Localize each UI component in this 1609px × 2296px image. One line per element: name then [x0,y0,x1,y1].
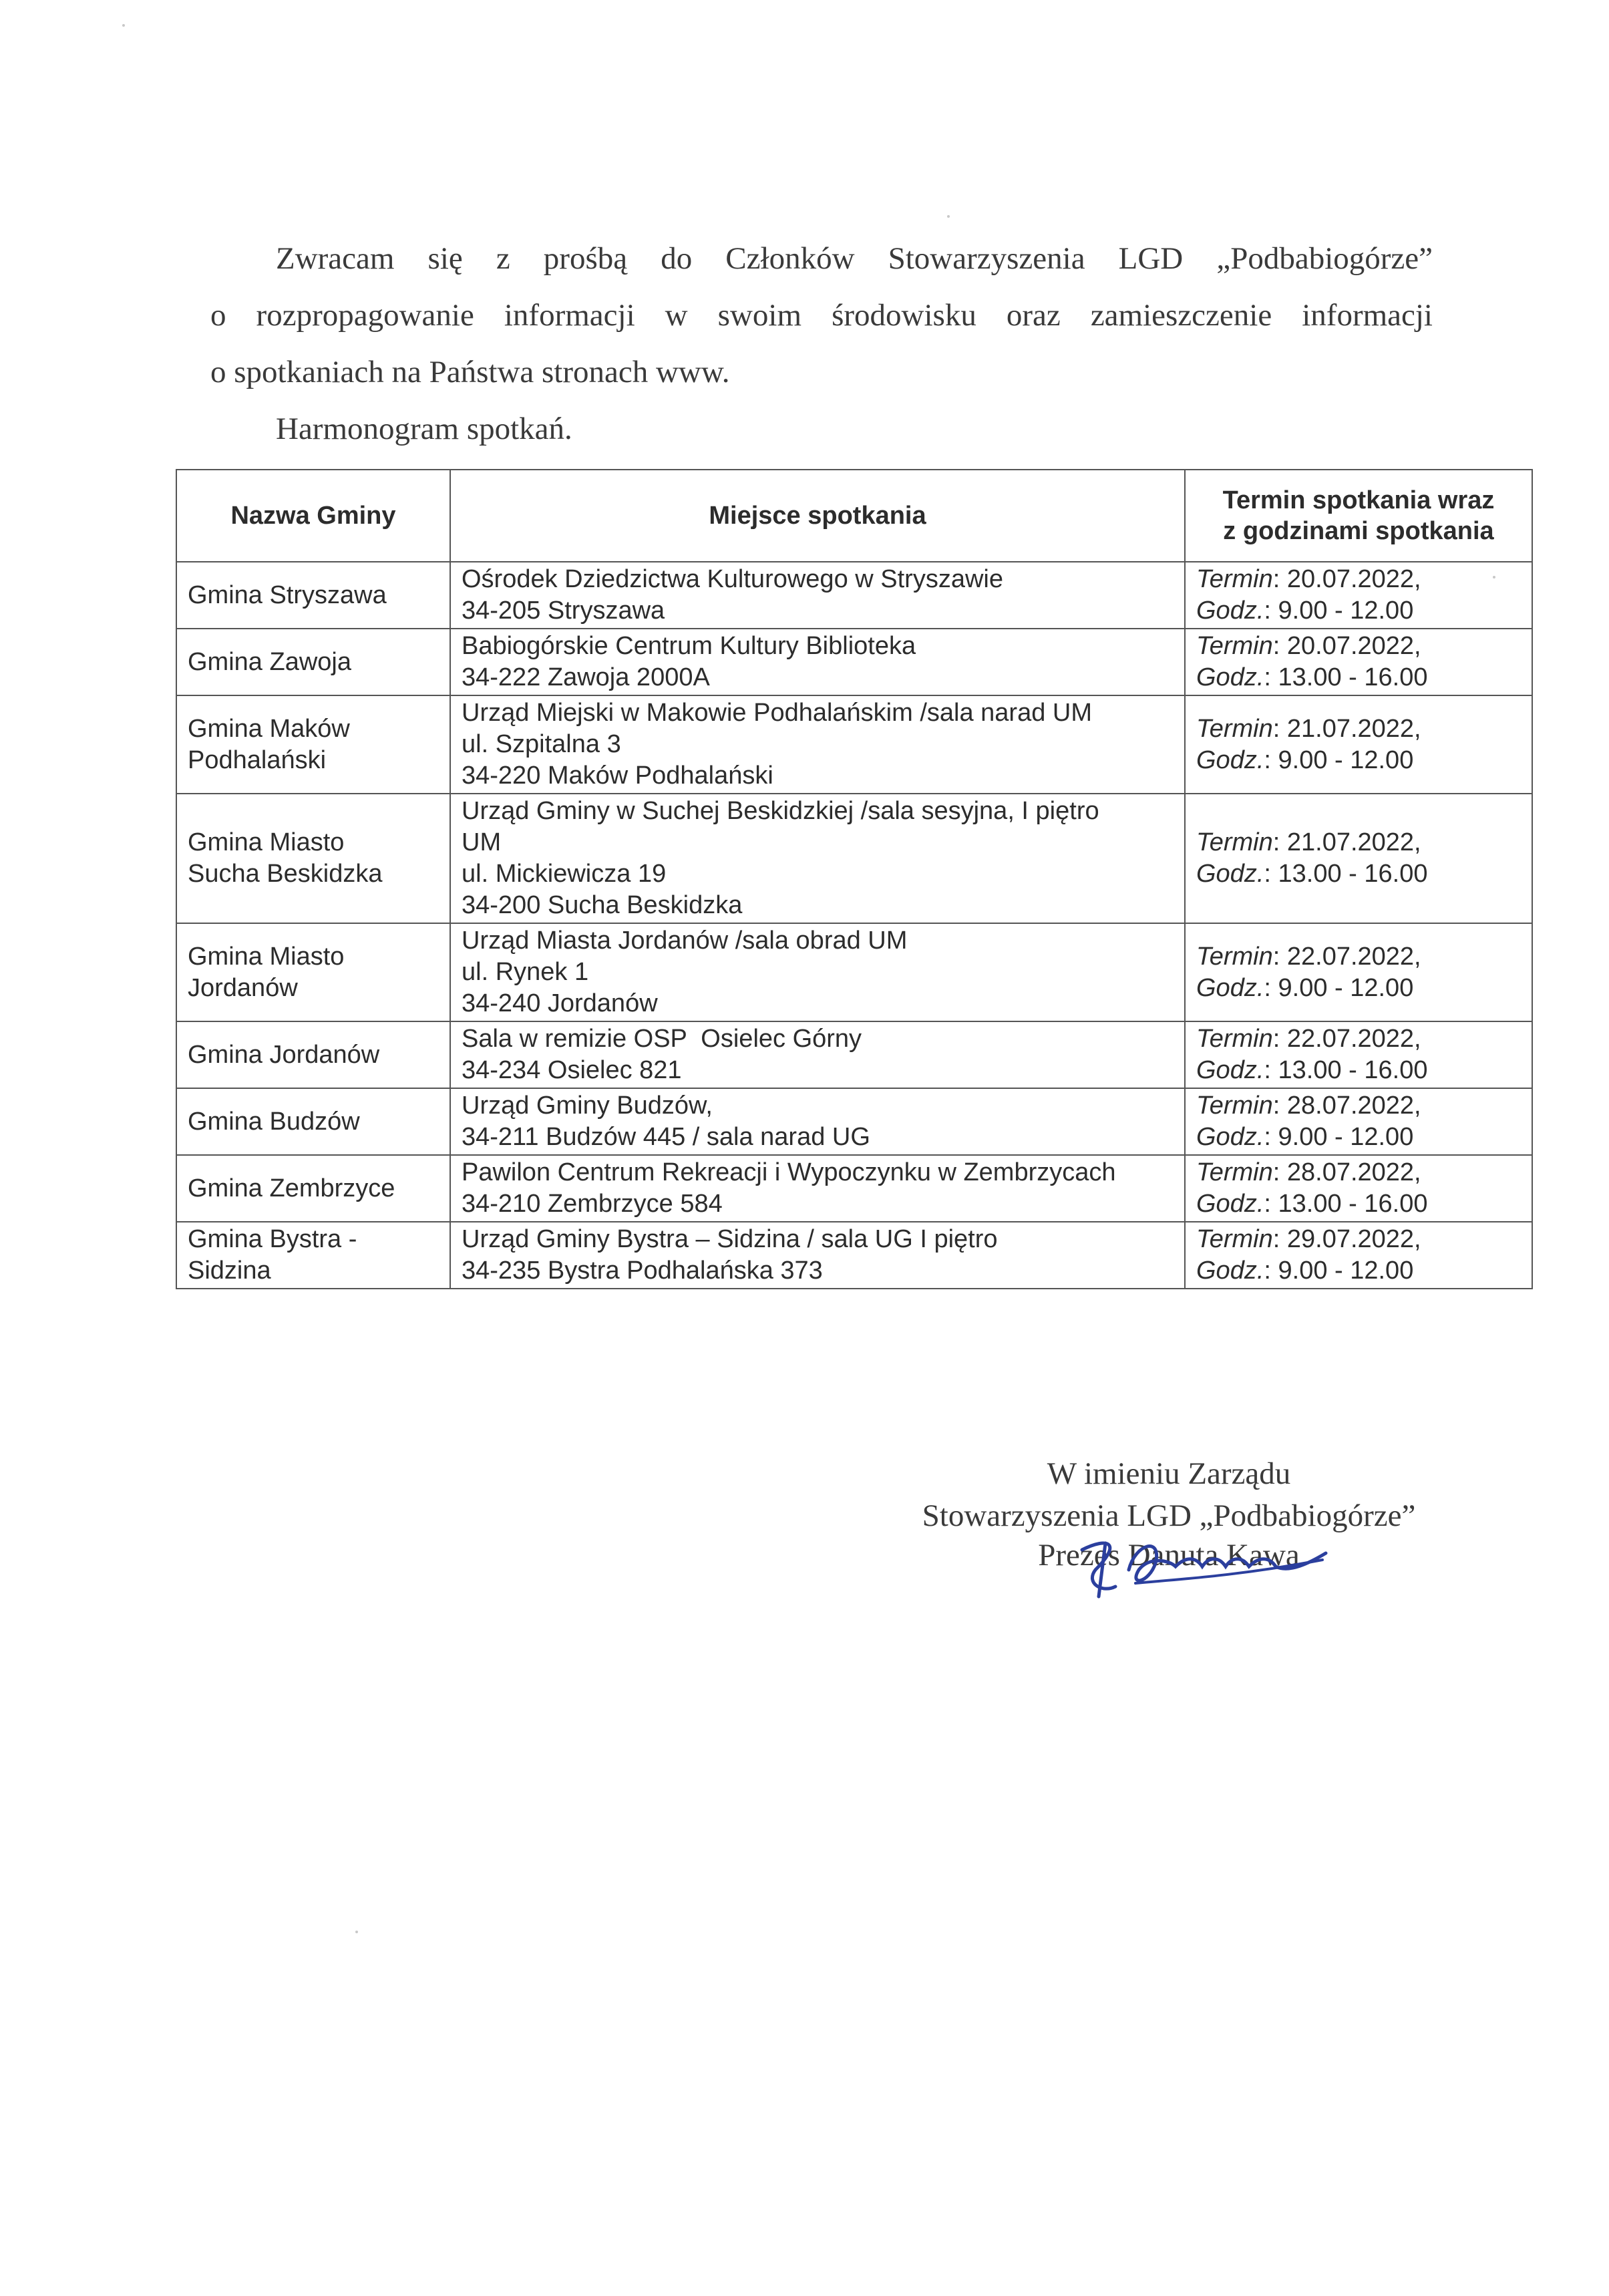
term-value: : 13.00 - 16.00 [1264,1056,1428,1084]
header-place: Miejsce spotkania [450,470,1185,562]
term-value: : 13.00 - 16.00 [1264,1190,1428,1218]
header-term-line: Termin spotkania wraz [1222,486,1495,514]
place-line: Ośrodek Dziedzictwa Kulturowego w Stryszawie [462,565,1003,593]
gmina-line: Podhalański [188,746,327,774]
cell-gmina [176,1222,450,1289]
place-line: 34-234 Osielec 821 [462,1056,682,1084]
term-label: Termin [1196,1225,1273,1253]
schedule-heading: Harmonogram spotkań. [276,412,572,446]
gmina-line: Sucha Beskidzka [188,860,383,888]
term-value: : 20.07.2022, [1272,565,1421,593]
meeting-schedule-table [176,469,1533,1289]
cell-gmina [176,923,450,1021]
cell-place [450,1222,1185,1289]
cell-place [450,629,1185,695]
cell-gmina [176,794,450,923]
handwritten-signature [1069,1530,1336,1603]
cell-term [1185,1222,1532,1289]
table-row [176,794,1532,923]
term-label: Termin [1196,1025,1273,1053]
term-line [1196,1090,1521,1122]
place-line: Pawilon Centrum Rekreacji i Wypoczynku w Zembrzycach [462,1158,1116,1186]
gmina-line: Gmina Budzów [188,1107,360,1136]
term-value: : 9.00 - 12.00 [1264,1123,1414,1151]
cell-term [1185,1021,1532,1088]
term-value: : 22.07.2022, [1272,1025,1421,1053]
term-label: Termin [1196,565,1273,593]
table-row [176,629,1532,695]
header-term [1185,470,1532,562]
term-line [1196,1157,1521,1188]
term-label: Termin [1196,714,1273,743]
letter-body [210,230,1433,458]
term-line [1196,564,1521,595]
cell-gmina [176,1088,450,1155]
term-value: : 9.00 - 12.00 [1264,746,1414,774]
cell-term [1185,1155,1532,1222]
gmina-line: Gmina Bystra - [188,1225,357,1253]
signature-line: Stowarzyszenia LGD „Podbabiogórze” [922,1498,1416,1533]
signature-line: Prezes Danuta Kawa [1038,1538,1300,1573]
cell-term [1185,923,1532,1021]
table-row [176,562,1532,629]
table-row [176,1222,1532,1289]
place-line: Urząd Gminy Bystra – Sidzina / sala UG I piętro [462,1225,998,1253]
table-row [176,695,1532,794]
term-value: : 21.07.2022, [1272,714,1421,743]
term-line [1196,1055,1521,1086]
gmina-line: Gmina Zembrzyce [188,1174,395,1202]
gmina-line: Jordanów [188,973,298,1002]
term-line [1196,858,1521,890]
paragraph-line: Zwracam się z prośbą do Członków Stowarzyszenia LGD „Podbabiogórze” [276,241,1433,276]
term-label: Godz. [1196,746,1264,774]
term-line [1196,941,1521,973]
paragraph-line: o rozpropagowanie informacji w swoim środowisku oraz zamieszczenie informacji [210,298,1433,333]
paragraph-line: o spotkaniach na Państwa stronach www. [210,355,730,389]
table-row [176,1155,1532,1222]
gmina-line: Gmina Miasto [188,942,345,971]
signature-stroke [1082,1543,1115,1597]
term-label: Godz. [1196,973,1264,1002]
term-value: : 22.07.2022, [1272,942,1421,971]
term-value: : 9.00 - 12.00 [1264,597,1414,625]
cell-gmina [176,1021,450,1088]
term-value: : 21.07.2022, [1272,828,1421,856]
cell-place [450,1021,1185,1088]
cell-place [450,923,1185,1021]
term-label: Godz. [1196,1190,1264,1218]
term-label: Godz. [1196,663,1264,691]
scan-speck [122,24,125,27]
gmina-line: Gmina Maków [188,714,350,743]
place-line: 34-205 Stryszawa [462,597,665,625]
cell-gmina [176,562,450,629]
term-label: Godz. [1196,1056,1264,1084]
cell-place [450,1088,1185,1155]
scan-speck [355,1931,358,1933]
term-line [1196,1188,1521,1220]
term-value: : 20.07.2022, [1272,632,1421,660]
place-line: 34-222 Zawoja 2000A [462,663,710,691]
term-line [1196,595,1521,627]
gmina-line: Gmina Zawoja [188,647,351,676]
term-line [1196,662,1521,693]
place-line: 34-220 Maków Podhalański [462,762,773,790]
place-line: Babiogórskie Centrum Kultury Biblioteka [462,632,916,660]
term-label: Termin [1196,828,1273,856]
term-line [1196,631,1521,662]
cell-gmina [176,1155,450,1222]
table-row [176,923,1532,1021]
place-line: ul. Szpitalna 3 [462,730,621,758]
cell-gmina [176,629,450,695]
cell-term [1185,1088,1532,1155]
term-line [1196,1224,1521,1255]
place-line: UM [462,828,502,856]
cell-term [1185,629,1532,695]
place-line: Urząd Gminy Budzów, [462,1092,713,1120]
cell-place [450,562,1185,629]
term-label: Termin [1196,1158,1273,1186]
place-line: ul. Rynek 1 [462,958,589,986]
place-line: 34-235 Bystra Podhalańska 373 [462,1257,823,1285]
cell-place [450,794,1185,923]
cell-place [450,1155,1185,1222]
term-value: : 13.00 - 16.00 [1264,860,1428,888]
term-label: Termin [1196,942,1273,971]
term-line [1196,827,1521,858]
place-line: 34-200 Sucha Beskidzka [462,891,743,919]
term-value: : 29.07.2022, [1272,1225,1421,1253]
gmina-line: Gmina Stryszawa [188,581,387,609]
table-row [176,1021,1532,1088]
gmina-line: Gmina Jordanów [188,1040,380,1069]
term-label: Termin [1196,1092,1273,1120]
term-label: Godz. [1196,860,1264,888]
term-value: : 9.00 - 12.00 [1264,973,1414,1002]
place-line: Urząd Miejski w Makowie Podhalańskim /sala narad UM [462,699,1093,727]
header-term-line: z godzinami spotkania [1223,517,1494,545]
term-value: : 28.07.2022, [1272,1092,1421,1120]
table-row [176,1088,1532,1155]
place-line: 34-210 Zembrzyce 584 [462,1190,723,1218]
term-label: Godz. [1196,1257,1264,1285]
term-line [1196,713,1521,745]
cell-term [1185,794,1532,923]
term-label: Termin [1196,632,1273,660]
term-line [1196,745,1521,776]
cell-term [1185,562,1532,629]
term-value: : 9.00 - 12.00 [1264,1257,1414,1285]
place-line: Urząd Gminy w Suchej Beskidzkiej /sala sesyjna, I piętro [462,797,1099,825]
term-line [1196,1255,1521,1287]
gmina-line: Gmina Miasto [188,828,345,856]
gmina-line: Sidzina [188,1257,271,1285]
term-line [1196,973,1521,1004]
cell-term [1185,695,1532,794]
header-gmina: Nazwa Gminy [176,470,450,562]
scan-speck [947,215,950,218]
term-label: Godz. [1196,1123,1264,1151]
signature-line: W imieniu Zarządu [1047,1456,1291,1491]
term-line [1196,1122,1521,1153]
place-line: Sala w remizie OSP Osielec Górny [462,1025,862,1053]
term-line [1196,1023,1521,1055]
place-line: 34-240 Jordanów [462,989,658,1017]
table-body [176,562,1532,1289]
scan-speck [1493,576,1495,579]
term-value: : 13.00 - 16.00 [1264,663,1428,691]
place-line: Urząd Miasta Jordanów /sala obrad UM [462,927,908,955]
place-line: ul. Mickiewicza 19 [462,860,667,888]
place-line: 34-211 Budzów 445 / sala narad UG [462,1123,870,1151]
cell-gmina [176,695,450,794]
term-label: Godz. [1196,597,1264,625]
term-value: : 28.07.2022, [1272,1158,1421,1186]
cell-place [450,695,1185,794]
table-header-row [176,470,1532,562]
